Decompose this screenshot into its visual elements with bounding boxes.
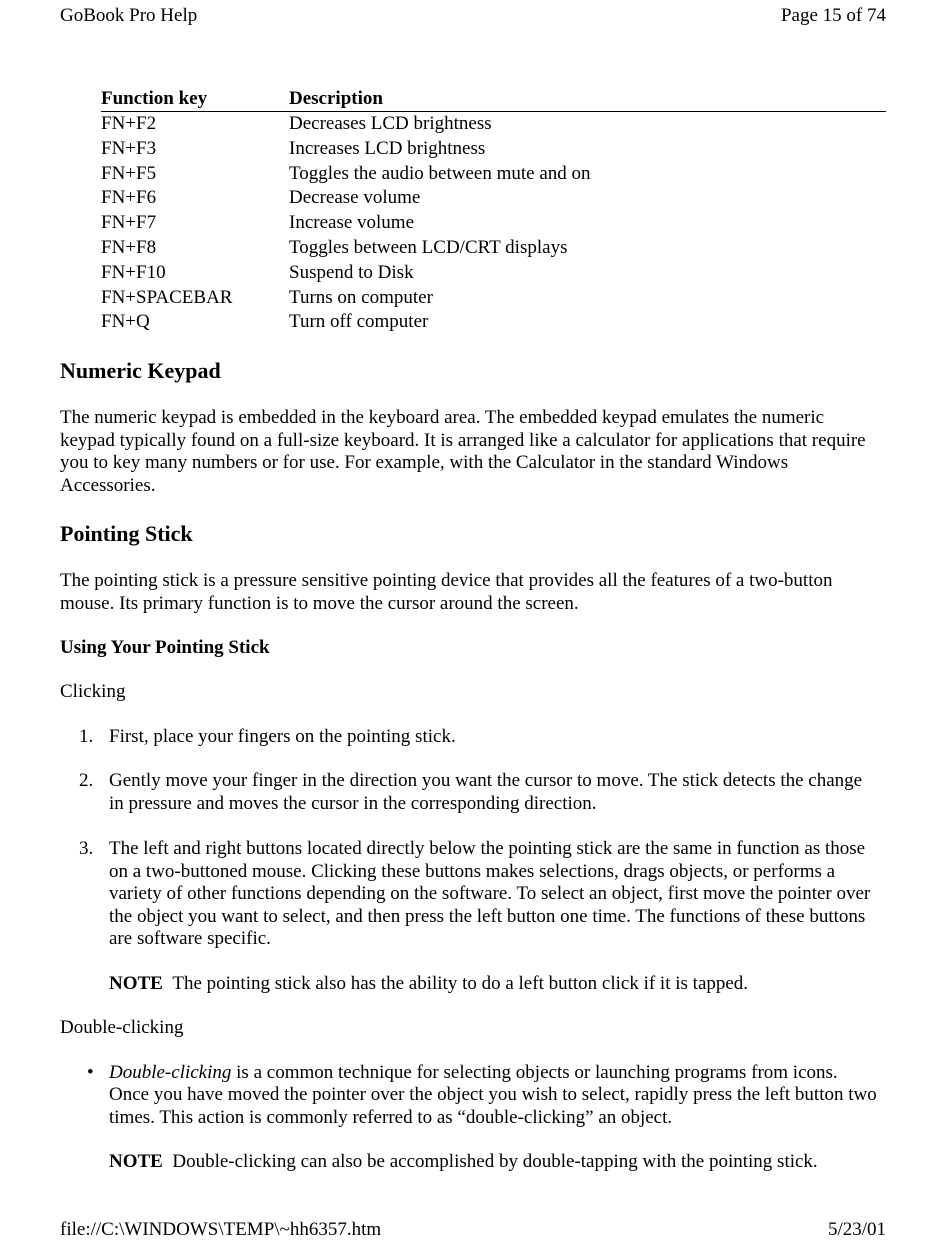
column-header-description: Description [289, 88, 383, 109]
list-item-text: The left and right buttons located directly below the pointing stick are the same in function as those on a two-buttoned mouse. Clicking these buttons makes selections, drags objects, or performs a variety of other functions depending on the software. To select an object, first move the pointer over the object you want to select, and then press the left button one time. The functions of these buttons are software specific. [109, 838, 871, 949]
function-key-cell: FN+F3 [101, 137, 157, 159]
subheading-using-pointing-stick: Using Your Pointing Stick [60, 637, 270, 658]
double-clicking-label: Double-clicking [60, 1017, 184, 1038]
bullet-term: Double-clicking [109, 1061, 232, 1083]
list-item [60, 770, 880, 815]
pointing-stick-paragraph: The pointing stick is a pressure sensitive pointing device that provides all the features of a two-button mouse. Its primary function is to move the cursor around the screen. [60, 570, 833, 614]
bullet-text: is a common technique for selecting objects or launching programs from icons. Once you have moved the pointer over the object you wish to select, rapidly press the left button two times. This action is commonly referred to as “double-clicking” an object. [109, 1061, 877, 1128]
note-double-tapping [60, 1151, 880, 1174]
numeric-keypad-paragraph: The numeric keypad is embedded in the keyboard area. The embedded keypad emulates the numeric keypad typically found on a full-size keyboard. It is arranged like a calculator for applications that require you to key many numbers or for use. For example, with the Calculator in the standard Windows Accessories. [60, 407, 866, 496]
function-key-cell: FN+F7 [101, 212, 157, 234]
description-cell: Turns on computer [289, 286, 433, 308]
list-item-text: First, place your fingers on the pointing stick. [109, 725, 456, 747]
table-row [101, 310, 886, 335]
list-number: 3. [79, 838, 94, 859]
description-cell: Increases LCD brightness [289, 137, 486, 159]
table-row [101, 186, 886, 211]
table-row [101, 112, 886, 137]
table-row [101, 211, 886, 236]
description-cell: Decreases LCD brightness [289, 113, 492, 134]
function-key-cell: FN+F5 [101, 162, 157, 184]
function-key-cell: FN+F2 [101, 113, 157, 134]
function-key-table [101, 87, 886, 335]
description-cell: Toggles between LCD/CRT displays [289, 236, 568, 258]
clicking-label: Clicking [60, 681, 126, 702]
function-key-cell: FN+SPACEBAR [101, 286, 233, 308]
list-item [60, 726, 880, 749]
bullet-icon: • [87, 1061, 94, 1083]
description-cell: Turn off computer [289, 311, 429, 333]
table-row [101, 162, 886, 187]
function-key-cell: FN+Q [101, 311, 150, 333]
note-label: NOTE [109, 972, 163, 994]
table-row [101, 137, 886, 162]
function-key-cell: FN+F8 [101, 236, 157, 258]
table-row [101, 261, 886, 286]
description-cell: Toggles the audio between mute and on [289, 162, 591, 184]
description-cell: Increase volume [289, 212, 415, 234]
list-number: 1. [79, 725, 94, 747]
list-item-text: Gently move your finger in the direction you want the cursor to move. The stick detects the change in pressure and moves the cursor in the corresponding direction. [109, 770, 863, 814]
note-label: NOTE [109, 1151, 163, 1172]
function-key-cell: FN+F10 [101, 261, 166, 283]
description-cell: Decrease volume [289, 187, 421, 209]
note-text: Double-clicking can also be accomplished by double-tapping with the pointing stick. [172, 1151, 818, 1172]
function-key-cell: FN+F6 [101, 187, 157, 209]
table-header [101, 87, 886, 112]
document-body [60, 356, 880, 1174]
column-header-function-key: Function key [101, 88, 208, 109]
heading-pointing-stick: Pointing Stick [60, 521, 193, 546]
table-row [101, 286, 886, 311]
heading-numeric-keypad: Numeric Keypad [60, 358, 221, 383]
description-cell: Suspend to Disk [289, 261, 414, 283]
table-row [101, 236, 886, 261]
page-number: Page 15 of 74 [780, 5, 886, 26]
list-item [60, 1062, 880, 1130]
header-title: GoBook Pro Help [60, 5, 198, 26]
footer-date: 5/23/01 [827, 1219, 886, 1240]
note-tapping [60, 973, 880, 996]
list-number: 2. [79, 770, 94, 791]
footer-path: file://C:\WINDOWS\TEMP\~hh6357.htm [60, 1219, 382, 1240]
list-item [60, 838, 880, 951]
note-text: The pointing stick also has the ability to do a left button click if it is tapped. [172, 972, 749, 994]
